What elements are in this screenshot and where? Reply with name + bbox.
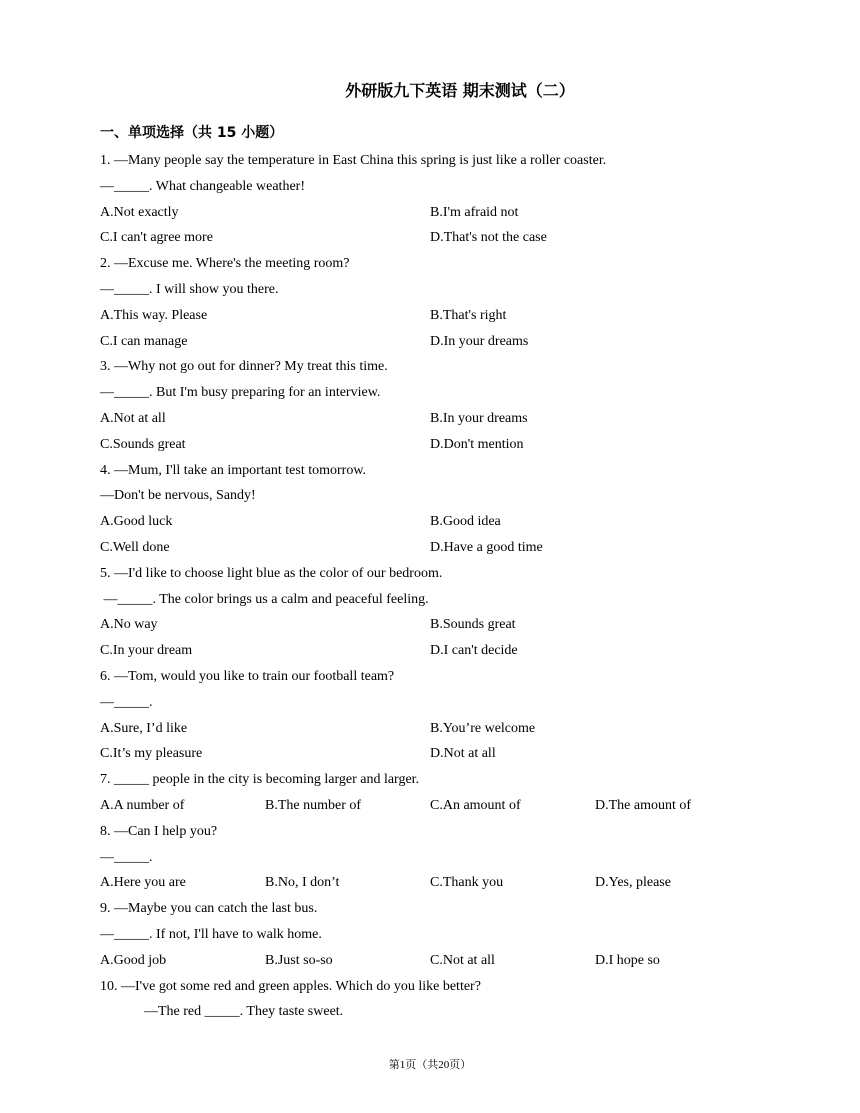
question-response: —_____. But I'm busy preparing for an interview. — [100, 385, 381, 401]
option-d: D.Not at all — [430, 746, 496, 762]
question — [100, 460, 780, 563]
option-c: C.In your dream — [100, 643, 193, 659]
option-row — [100, 872, 780, 898]
question — [100, 666, 780, 769]
option-row — [100, 202, 780, 228]
question-response: —_____. — [100, 849, 153, 865]
question-stem: 1. —Many people say the temperature in East China this spring is just like a roller coaster. — [100, 153, 607, 168]
question-response: —_____. I will show you there. — [100, 281, 279, 297]
option-row — [100, 795, 780, 821]
option-d: D.Have a good time — [430, 539, 543, 555]
option-b: B.In your dreams — [430, 410, 528, 426]
question-response: —Don't be nervous, Sandy! — [100, 488, 256, 504]
option-row — [100, 614, 780, 640]
option-b: B.No, I don’t — [265, 875, 340, 891]
option-d: D.Yes, please — [595, 875, 671, 891]
option-c: C.Thank you — [430, 875, 504, 891]
question-response: —_____. If not, I'll have to walk home. — [100, 926, 322, 942]
option-a: A.Here you are — [100, 875, 186, 891]
option-a: A.Not exactly — [100, 204, 179, 220]
question-stem: 8. —Can I help you? — [100, 823, 218, 839]
option-c: C.Well done — [100, 539, 170, 555]
option-c: C.Sounds great — [100, 436, 186, 452]
section-heading: 一、单项选择（共 15 小题） — [100, 125, 284, 141]
option-d: D.The amount of — [595, 797, 692, 813]
question-stem: 2. —Excuse me. Where's the meeting room? — [100, 256, 350, 272]
option-a: A.Good luck — [100, 514, 173, 530]
option-row — [100, 331, 780, 357]
option-d: D.That's not the case — [430, 230, 547, 246]
option-b: B.Sounds great — [430, 617, 516, 633]
option-a: A.Sure, I’d like — [100, 720, 188, 736]
option-row — [100, 743, 780, 769]
page-footer: 第1页（共20页） — [388, 1059, 472, 1071]
question — [100, 898, 780, 975]
question-response: —The red _____. They taste sweet. — [144, 1004, 344, 1020]
question-stem: 10. —I've got some red and green apples. Which do you like better? — [100, 978, 481, 994]
option-row — [100, 640, 780, 666]
option-row — [100, 305, 780, 331]
question-stem: 5. —I'd like to choose light blue as the color of our bedroom. — [100, 565, 443, 581]
option-c: C.It’s my pleasure — [100, 746, 203, 762]
option-b: B.You’re welcome — [430, 720, 536, 736]
option-row — [100, 511, 780, 537]
option-b: B.Just so-so — [265, 952, 333, 968]
option-a: A.Good job — [100, 952, 167, 968]
question — [100, 563, 780, 666]
option-row — [100, 408, 780, 434]
question-response: —_____. The color brings us a calm and peaceful feeling. — [100, 591, 429, 607]
question — [100, 821, 780, 898]
option-b: B.I'm afraid not — [430, 204, 519, 220]
option-row — [100, 537, 780, 563]
page-title: 外研版九下英语 期末测试（二） — [345, 81, 575, 100]
option-a: A.A number of — [100, 797, 185, 813]
option-a: A.This way. Please — [100, 307, 208, 323]
option-c: C.I can't agree more — [100, 230, 213, 246]
option-c: C.I can manage — [100, 333, 188, 349]
option-row — [100, 950, 780, 976]
option-d: D.I can't decide — [430, 643, 518, 659]
option-a: A.No way — [100, 617, 158, 633]
option-b: B.That's right — [430, 307, 507, 323]
option-b: B.The number of — [265, 797, 362, 813]
option-d: D.I hope so — [595, 952, 660, 968]
option-d: D.In your dreams — [430, 333, 529, 349]
option-a: A.Not at all — [100, 410, 166, 426]
question-stem: 9. —Maybe you can catch the last bus. — [100, 901, 318, 917]
question-stem: 6. —Tom, would you like to train our football team? — [100, 668, 395, 684]
option-c: C.Not at all — [430, 952, 495, 968]
question — [100, 356, 780, 459]
option-b: B.Good idea — [430, 514, 501, 530]
question — [100, 150, 780, 253]
question-response: —_____. — [100, 694, 153, 710]
question-stem: 4. —Mum, I'll take an important test tomorrow. — [100, 462, 367, 478]
question — [100, 769, 780, 821]
option-row — [100, 227, 780, 253]
question — [100, 253, 780, 356]
question-response: —_____. What changeable weather! — [100, 178, 305, 194]
option-row — [100, 434, 780, 460]
question-stem: 3. —Why not go out for dinner? My treat this time. — [100, 359, 388, 375]
option-d: D.Don't mention — [430, 436, 524, 452]
question-list — [100, 150, 780, 1027]
option-c: C.An amount of — [430, 797, 521, 813]
question — [100, 976, 780, 1028]
option-row — [100, 718, 780, 744]
question-stem: 7. _____ people in the city is becoming larger and larger. — [100, 772, 420, 788]
